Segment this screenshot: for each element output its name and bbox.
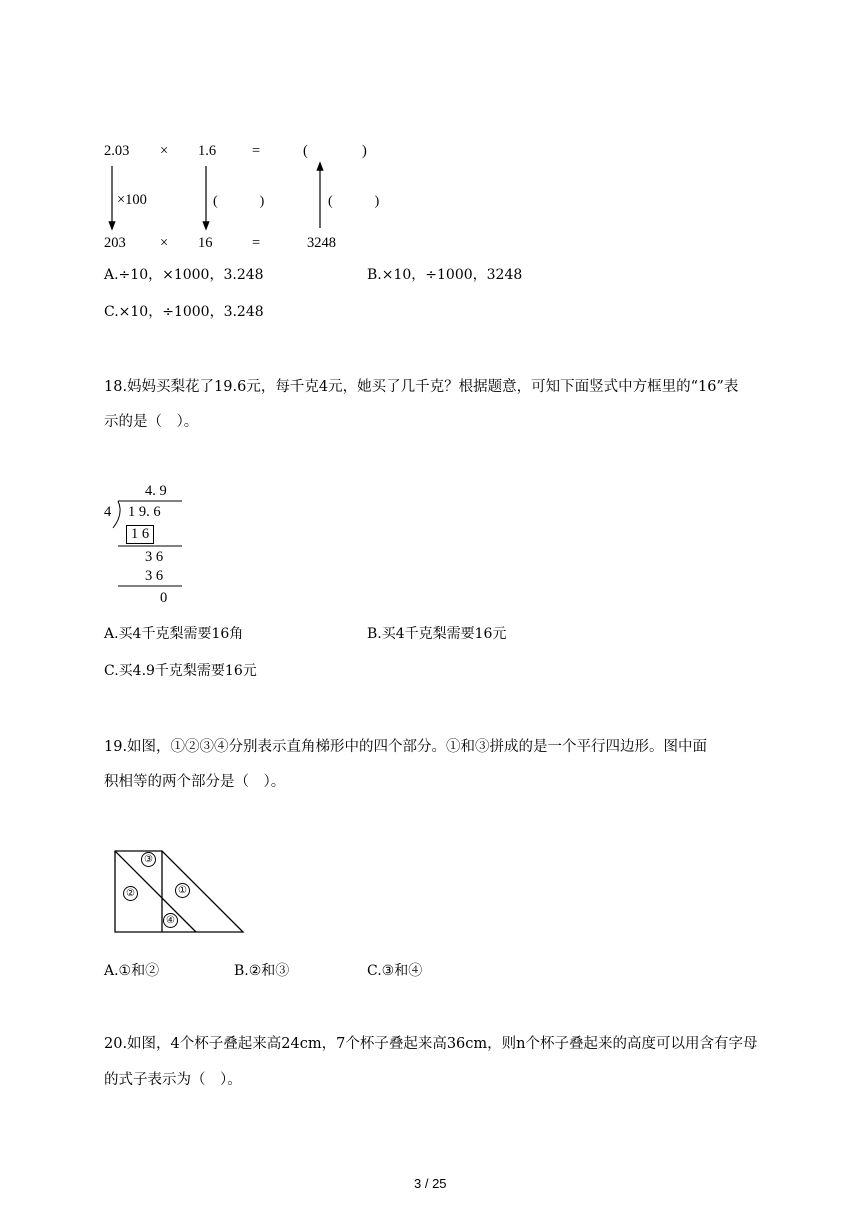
part-label-2: ②: [123, 886, 138, 901]
q20-stem-line1: 20.如图，4个杯子叠起来高24cm，7个杯子叠起来高36cm，则n个杯子叠起来的高度可以用含有字母: [104, 1036, 758, 1052]
page-number: 3 / 25: [414, 1176, 447, 1191]
q18-stem-line1: 18.妈妈买梨花了19.6元，每千克4元，她买了几千克？根据题意，可知下面竖式中方框里的“16”表: [104, 379, 739, 395]
q17-bottom-equals: =: [252, 235, 261, 251]
q18-stem-line2: 示的是（ ）。: [104, 414, 199, 430]
q17-option-a[interactable]: A.÷10，×1000，3.248: [104, 267, 264, 283]
q19-stem-line1: 19.如图，①②③④分别表示直角梯形中的四个部分。①和③拼成的是一个平行四边形。图中面: [104, 739, 708, 755]
q20-stem-line2: 的式子表示为（ ）。: [104, 1072, 242, 1088]
q17-top-num2: 1.6: [198, 143, 217, 159]
q17-option-b[interactable]: B.×10，÷1000，3248: [367, 267, 523, 283]
q17-top-paren-open: (: [303, 143, 308, 159]
q17-bottom-num1: 203: [104, 235, 126, 251]
q19-option-a[interactable]: A.①和②: [104, 963, 160, 979]
part-label-3: ③: [141, 852, 156, 867]
part-label-1: ①: [175, 883, 190, 898]
division-quotient: 4. 9: [145, 483, 167, 499]
division-remainder-1: 3 6: [145, 549, 164, 565]
q19-stem-line2: 积相等的两个部分是（ ）。: [104, 774, 286, 790]
division-final: 0: [160, 590, 168, 606]
q18-option-c[interactable]: C.买4.9千克梨需要16元: [104, 663, 257, 679]
q18-option-a[interactable]: A.买4千克梨需要16角: [104, 626, 244, 642]
division-divisor: 4: [104, 504, 112, 520]
q17-option-c[interactable]: C.×10，÷1000，3.248: [104, 304, 264, 320]
q17-top-num1: 2.03: [104, 143, 130, 159]
q17-top-paren-close: ): [362, 143, 367, 159]
part-label-4: ④: [163, 913, 178, 928]
q19-option-c[interactable]: C.③和④: [367, 963, 423, 979]
q17-bottom-result: 3248: [307, 235, 336, 251]
q17-arrow-label-3: ( ): [328, 194, 380, 209]
q17-arrow-label-1: ×100: [117, 192, 147, 208]
q17-top-times: ×: [160, 143, 169, 159]
q19-option-b[interactable]: B.②和③: [234, 963, 290, 979]
q17-arrow-label-2: ( ): [213, 194, 265, 209]
division-dividend: 1 9. 6: [128, 504, 161, 520]
q17-bottom-times: ×: [160, 235, 169, 251]
q18-option-b[interactable]: B.买4千克梨需要16元: [367, 626, 507, 642]
q17-bottom-num2: 16: [198, 235, 213, 251]
q17-top-equals: =: [252, 143, 261, 159]
division-subtract-2: 3 6: [145, 568, 164, 584]
division-boxed-16: 1 6: [126, 525, 154, 544]
